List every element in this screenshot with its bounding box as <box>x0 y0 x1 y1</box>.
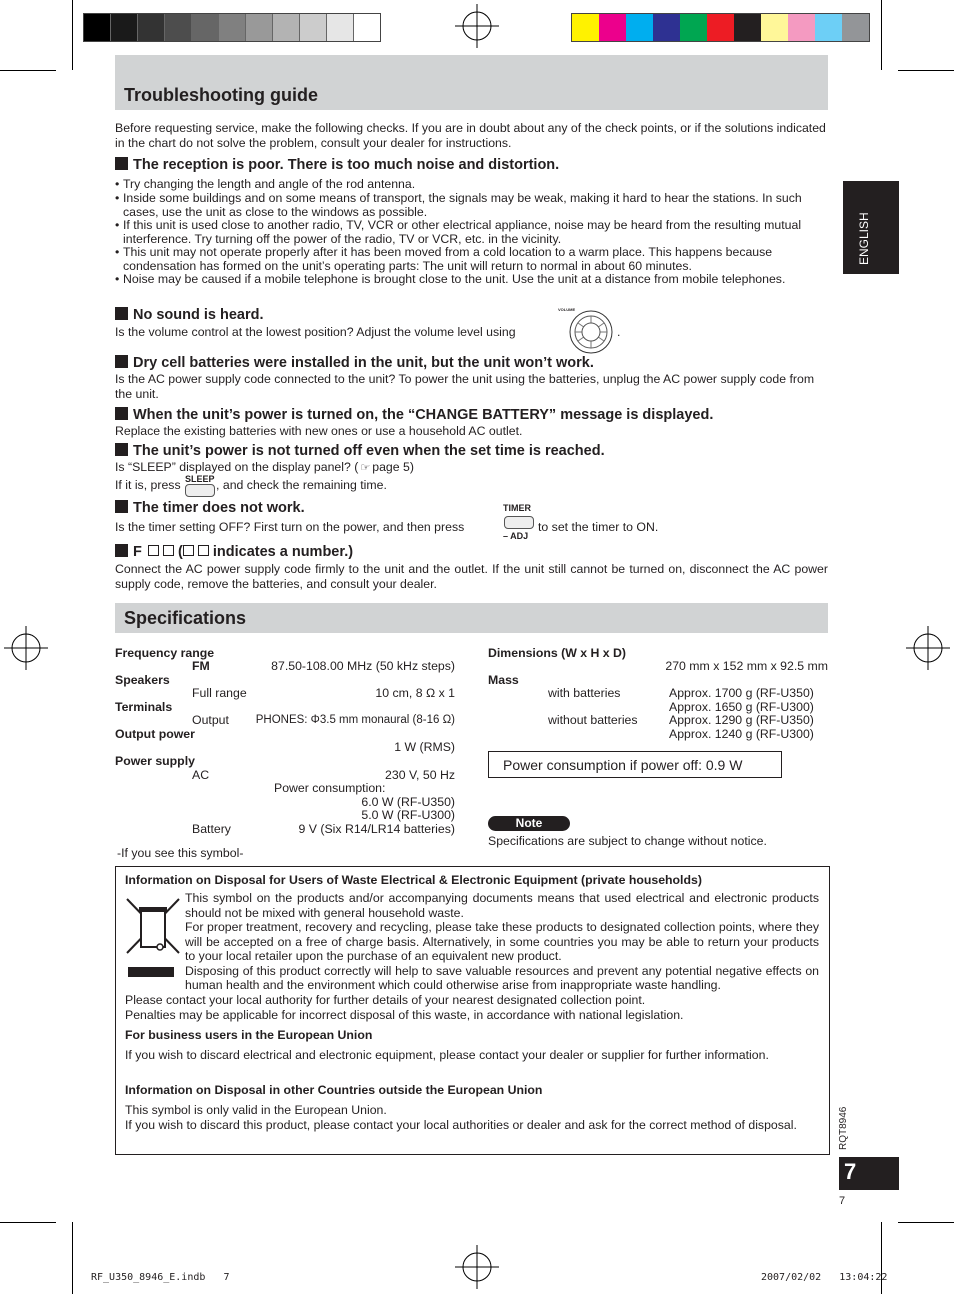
spec-label: Full range <box>192 686 247 700</box>
footer-file-info: RF_U350_8946_E.indb 7 <box>91 1272 230 1283</box>
spec-value: 6.0 W (RF-U350) <box>361 795 455 809</box>
answer-no-sound-end: . <box>617 325 621 339</box>
bullet-square-icon <box>115 157 128 170</box>
spec-label: Speakers <box>115 673 170 687</box>
spec-label: Output <box>192 713 229 727</box>
question-timer: The timer does not work. <box>115 500 305 516</box>
spec-value: PHONES: Φ3.5 mm monaural (8-16 Ω) <box>255 714 455 726</box>
list-item: • Inside some buildings and on some means of transport, the signals may be weak, making it hard to hear the stations. In such cases, use the unit as close to the windows as possible. <box>115 191 802 219</box>
bullet-square-icon <box>115 307 128 320</box>
spec-label: with batteries <box>548 686 621 700</box>
spec-value: 9 V (Six R14/LR14 batteries) <box>298 822 455 836</box>
answer-timer: Is the timer setting OFF? First turn on the power, and then press <box>115 520 465 534</box>
bullet-square-icon <box>115 544 128 557</box>
registration-mark-left <box>4 626 48 670</box>
spec-value: 87.50-108.00 MHz (50 kHz steps) <box>271 659 455 673</box>
timer-adj-button-icon: TIMER – ADJ <box>503 503 537 541</box>
crop-mark <box>0 1222 56 1223</box>
bullet-square-icon <box>115 443 128 456</box>
language-tab-label: ENGLISH <box>857 212 871 265</box>
answer-no-sound: Is the volume control at the lowest position? Adjust the volume level using <box>115 325 516 339</box>
crossed-out-wheelie-bin-icon <box>125 897 181 981</box>
spec-label: Mass <box>488 673 519 687</box>
registration-mark-right <box>906 626 950 670</box>
disposal-subheading: For business users in the European Union <box>125 1028 373 1042</box>
list-item: • Noise may be caused if a mobile telephone is brought close to the unit. Use the unit at a distance from mobile telephones. <box>115 272 786 286</box>
answer-batteries: Is the AC power supply code connected to the unit? To power the unit using the batteries, unplug the AC power supply code from the unit. <box>115 372 815 401</box>
language-tab <box>843 181 899 274</box>
question-reception: The reception is poor. There is too much noise and distortion. <box>115 157 559 173</box>
crop-mark <box>72 1222 73 1294</box>
spec-value: Approx. 1650 g (RF-U300) <box>669 700 814 714</box>
list-item: • Try changing the length and angle of the rod antenna. <box>115 177 416 191</box>
question-batteries: Dry cell batteries were installed in the unit, but the unit won’t work. <box>115 355 594 371</box>
spec-value: Approx. 1290 g (RF-U350) <box>669 713 814 727</box>
list-item: • This unit may not operate properly after it has been moved from a cold location to a warm place. This happens because condensation has formed on the unit’s operating parts: The unit will return to normal in about 60 minutes. <box>115 245 773 273</box>
crop-mark <box>898 70 954 71</box>
specifications-header <box>115 603 828 633</box>
crop-mark <box>72 0 73 70</box>
disposal-paragraph: If you wish to discard electrical and electronic equipment, please contact your dealer or supplier for further information. <box>125 1048 769 1062</box>
troubleshooting-header <box>115 55 828 110</box>
digit-placeholder-icon <box>163 545 174 556</box>
disposal-paragraph: This symbol on the products and/or accompanying documents means that used electrical and electronic products should not be mixed with general household waste. For proper treatment, recovery and recycling, please take these products to designated collection points, where they will be accepted on a free of charge basis. Alternatively, in some countries you may be able to return your products to your local retailer upon the purchase of an equivalent new product. Disposing of this product correctly will help to save valuable resources and prevent any potential negative effects on human health and the environment which could otherwise arise from inappropriate waste handling. <box>185 891 819 992</box>
answer-f-code: Connect the AC power supply code firmly to the unit and the outlet. If the unit still cannot be turned on, disconnect the AC power supply code, remove the batteries, and consult your dealer. <box>115 562 828 591</box>
symbol-intro: -If you see this symbol- <box>117 846 244 860</box>
spec-label: Power supply <box>115 754 195 768</box>
bullet-square-icon <box>115 355 128 368</box>
answer-change-battery: Replace the existing batteries with new ones or use a household AC outlet. <box>115 424 523 438</box>
spec-value: 230 V, 50 Hz <box>385 768 455 782</box>
note-text: Specifications are subject to change without notice. <box>488 834 767 848</box>
spec-value: 5.0 W (RF-U300) <box>361 808 455 822</box>
spec-label: Output power <box>115 727 195 741</box>
document-code: RQT8946 <box>838 1106 849 1150</box>
footer-timestamp: 2007/02/02 13:04:22 <box>761 1272 888 1283</box>
digit-placeholder-icon <box>148 545 159 556</box>
spec-value: Approx. 1700 g (RF-U350) <box>669 686 814 700</box>
spec-value: Approx. 1240 g (RF-U300) <box>669 727 814 741</box>
crop-mark <box>0 70 56 71</box>
spec-label: Battery <box>192 822 231 836</box>
spec-label: Dimensions (W x H x D) <box>488 646 627 660</box>
answer-timer-end: to set the timer to ON. <box>538 520 659 534</box>
gray-calibration-bar <box>83 13 381 42</box>
spec-label: without batteries <box>548 713 638 727</box>
question-f-code: F ( indicates a number.) <box>115 544 353 560</box>
spec-label: Frequency range <box>115 646 215 660</box>
specifications-title: Specifications <box>124 608 247 628</box>
answer-power-not-off-2: If it is, press SLEEP , and check the remaining time. <box>115 476 828 496</box>
digit-placeholder-icon <box>198 545 209 556</box>
registration-mark-top <box>455 4 499 48</box>
page-reference-icon: ☞ <box>360 462 371 474</box>
disposal-paragraph: This symbol is only valid in the European Union. If you wish to discard this product, please contact your local authorities or dealer and ask for the correct method of disposal. <box>125 1103 797 1132</box>
disposal-paragraph: Please contact your local authority for further details of your nearest designated collection point. Penalties may be applicable for incorrect disposal of this waste, in accordance with national legislation. <box>125 993 684 1022</box>
list-item: • If this unit is used close to another radio, TV, VCR or other electrical appliance, noise may be heard from the resulting mutual interference. Try turning off the power of the radio, TV or VCR, etc. in the vicinity. <box>115 218 802 246</box>
troubleshooting-title: Troubleshooting guide <box>124 85 318 105</box>
bullet-square-icon <box>115 500 128 513</box>
question-power-not-off: The unit’s power is not turned off even when the set time is reached. <box>115 443 605 459</box>
sleep-button-icon: SLEEP <box>184 476 216 496</box>
page-number-small: 7 <box>839 1195 846 1207</box>
registration-mark-bottom <box>455 1245 499 1289</box>
bullet-square-icon <box>115 407 128 420</box>
crop-mark <box>898 1222 954 1223</box>
digit-placeholder-icon <box>183 545 194 556</box>
answer-power-not-off-1: Is “SLEEP” displayed on the display panel? ( ☞ page 5) <box>115 460 414 474</box>
spec-label: Power consumption: <box>274 781 386 795</box>
disposal-subheading: Information on Disposal in other Countries outside the European Union <box>125 1083 543 1097</box>
disposal-heading: Information on Disposal for Users of Waste Electrical & Electronic Equipment (private households) <box>125 873 702 887</box>
spec-value: 1 W (RMS) <box>394 740 455 754</box>
page-number-badge: 7 <box>839 1157 899 1190</box>
troubleshooting-intro: Before requesting service, make the following checks. If you are in doubt about any of the check points, or if the solutions indicated in the chart do not solve the problem, consult your dealer for instructions. <box>115 121 826 150</box>
volume-knob-icon: VOLUME <box>558 307 616 355</box>
spec-label: AC <box>192 768 210 782</box>
crop-mark <box>881 0 882 70</box>
question-no-sound: No sound is heard. <box>115 307 264 323</box>
spec-value: 270 mm x 152 mm x 92.5 mm <box>665 659 828 673</box>
spec-label: Terminals <box>115 700 173 714</box>
crop-mark <box>881 1222 882 1294</box>
color-calibration-bar <box>571 13 870 42</box>
disposal-info-box <box>115 866 830 1155</box>
note-badge: Note <box>488 816 570 831</box>
spec-label: FM <box>192 659 210 673</box>
question-change-battery: When the unit’s power is turned on, the “CHANGE BATTERY” message is displayed. <box>115 407 713 423</box>
power-off-consumption-box: Power consumption if power off: 0.9 W <box>488 751 782 778</box>
spec-value: 10 cm, 8 Ω x 1 <box>375 686 455 700</box>
